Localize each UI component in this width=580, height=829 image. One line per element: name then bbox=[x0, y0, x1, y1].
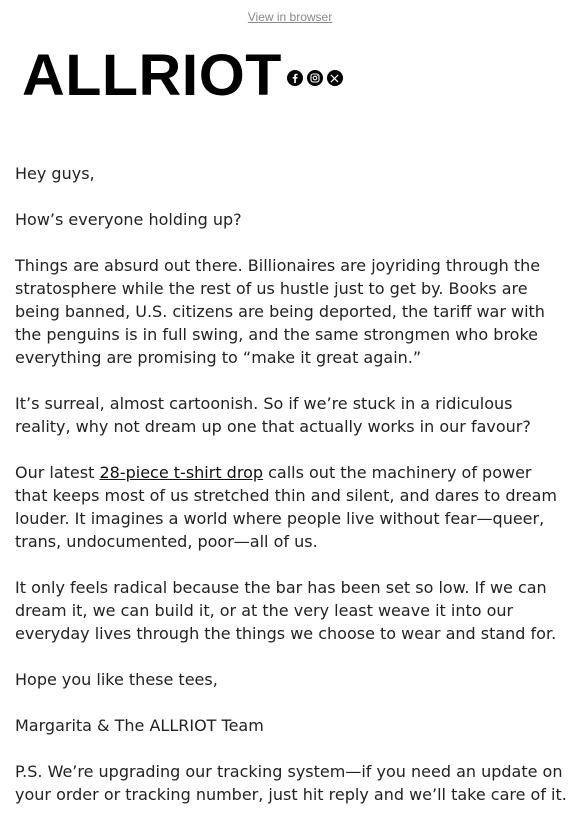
p4-after: calls out the machinery of power that keeps most of us stretched thin and silent, and dares to dream louder. It imagines a world where people live without fear—queer, trans, undocumented, poor—all of us. bbox=[15, 463, 557, 551]
body-paragraph: It only feels radical because the bar has been set so low. If we can dream it, we can build it, or at the very least weave it into our everyday lives through the things we choose to wear and stand for. bbox=[15, 578, 557, 643]
p4-before: Our latest bbox=[15, 463, 100, 482]
postscript: P.S. We’re upgrading our tracking system—if you need an update on your order or tracking number, just hit reply and we’ll take care of it. bbox=[15, 762, 567, 804]
tshirt-drop-link[interactable]: 28-piece t-shirt drop bbox=[99, 463, 264, 482]
email-header bbox=[22, 43, 343, 108]
social-links bbox=[287, 70, 343, 86]
body-paragraph: How’s everyone holding up? bbox=[15, 210, 242, 229]
view-in-browser-bar bbox=[0, 6, 580, 25]
closing-line: Hope you like these tees, bbox=[15, 670, 218, 689]
body-paragraph: Things are absurd out there. Billionaires are joyriding through the stratosphere while the rest of us hustle just to get by. Books are being banned, U.S. citizens are being deported, the tariff war with the penguins is in full swing, and the same strongmen who broke everything are promising to “make it great again.” bbox=[15, 256, 545, 367]
brand-logo[interactable]: ALLRIOT bbox=[22, 43, 282, 108]
signoff: Margarita & The ALLRIOT Team bbox=[15, 716, 264, 735]
greeting: Hey guys, bbox=[15, 164, 95, 183]
email-body bbox=[15, 162, 567, 829]
body-paragraph bbox=[15, 461, 567, 553]
facebook-icon[interactable] bbox=[287, 70, 303, 86]
view-in-browser-link[interactable]: View in browser bbox=[247, 10, 333, 24]
instagram-icon[interactable] bbox=[307, 70, 323, 86]
x-icon[interactable] bbox=[327, 70, 343, 86]
body-paragraph: It’s surreal, almost cartoonish. So if we’re stuck in a ridiculous reality, why not dream up one that actually works in our favour? bbox=[15, 394, 531, 436]
